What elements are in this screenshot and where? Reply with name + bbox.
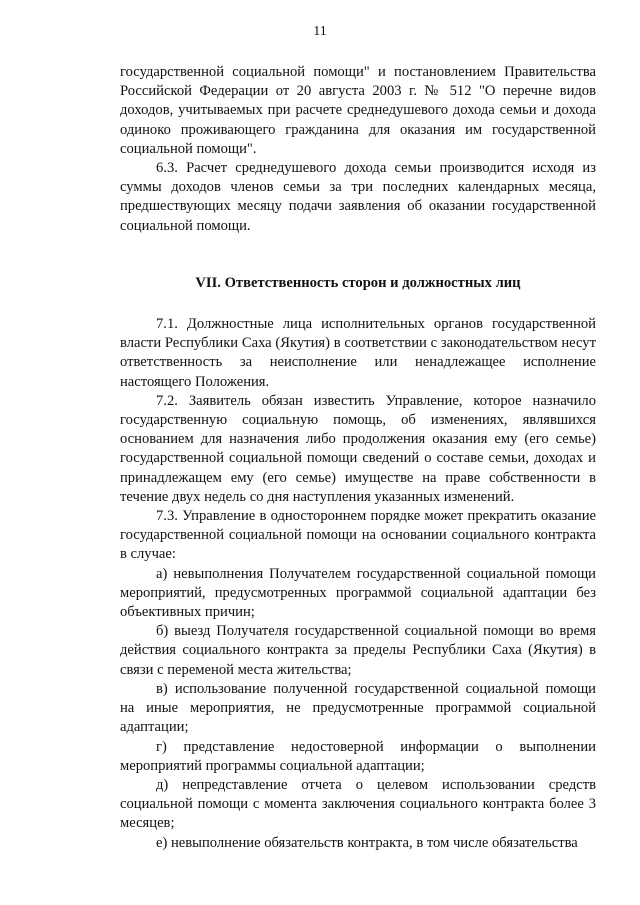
list-item-d: д) непредставление отчета о целевом использовании средств социальной помощи с момента заключения социального контракта более 3 месяцев; <box>120 776 596 832</box>
paragraph-6-3: 6.3. Расчет среднедушевого дохода семьи производится исходя из суммы доходов членов семьи за три последних календарных месяца, предшествующих месяцу подачи заявления об оказании государственной социальной помощи. <box>120 160 596 234</box>
list-item-e: е) невыполнение обязательств контракта, в том числе обязательства <box>156 834 578 851</box>
paragraph-7-1: 7.1. Должностные лица исполнительных органов государственной власти Республики Саха (Якутия) в соответствии с законодательством несут ответственность за неисполнение или ненадлежащее исполнение настоящего Положения. <box>120 316 596 390</box>
list-item-v: в) использование полученной государственной социальной помощи на иные мероприятия, не предусмотренные программой социальной адаптации; <box>120 680 596 736</box>
list-item-a: а) невыполнения Получателем государственной социальной помощи мероприятий, предусмотренных программой социальной адаптации без объективных причин; <box>120 565 596 621</box>
section-heading: VII. Ответственность сторон и должностных лиц <box>195 274 521 291</box>
list-item-b: б) выезд Получателя государственной социальной помощи во время действия социального контракта за пределы Республики Саха (Якутия) в связи с переменой места жительства; <box>120 623 596 678</box>
paragraph-7-3: 7.3. Управление в одностороннем порядке может прекратить оказание государственной социальной помощи на основании социального контракта в случае: <box>120 508 596 563</box>
page-number: 11 <box>313 24 327 39</box>
document-body <box>120 63 596 853</box>
paragraph-7-2: 7.2. Заявитель обязан известить Управление, которое назначило государственную социальную помощь, об изменениях, являвшихся основанием для назначения либо продолжения оказания ему (его семье) государственной социальной помощи сведений о составе семьи, доходах и принадлежащем ему (его семье) имуществе на праве собственности в течение двух недель со дня наступления указанных изменений. <box>120 392 596 505</box>
list-item-g: г) представление недостоверной информации о выполнении мероприятий программы социальной адаптации; <box>120 738 596 774</box>
paragraph-continuation: государственной социальной помощи" и постановлением Правительства Российской Федерации от 20 августа 2003 г. № 512 "О перечне видов доходов, учитываемых при расчете среднедушевого дохода семьи и дохода одиноко проживающего гражданина для оказания им государственной социальной помощи". <box>120 64 596 157</box>
